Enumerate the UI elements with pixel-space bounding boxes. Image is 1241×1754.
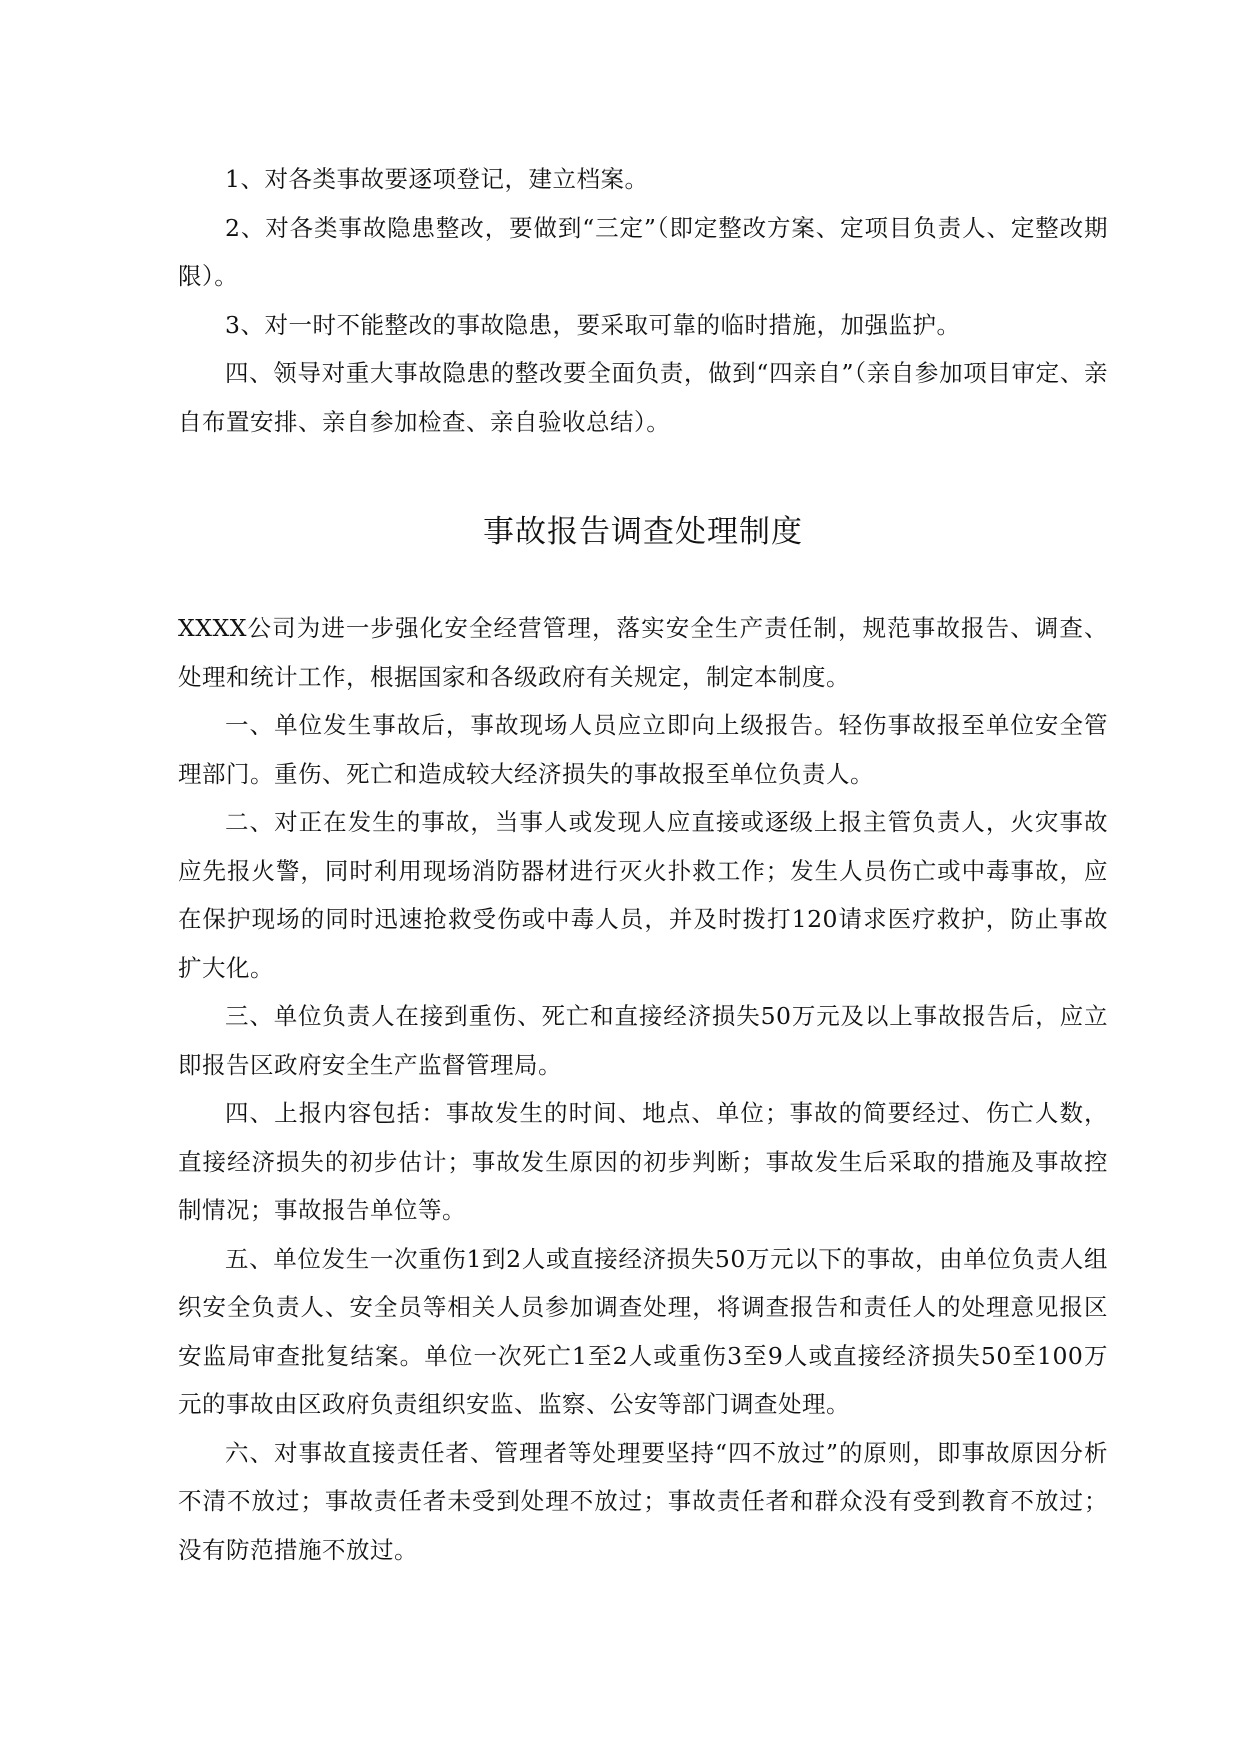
rule-paragraph-6: 六、对事故直接责任者、管理者等处理要坚持“四不放过”的原则，即事故原因分析不清不放过；事故责任者未受到处理不放过；事故责任者和群众没有受到教育不放过；没有防范措施不放过。 — [178, 1438, 1108, 1564]
rule-paragraph-1: 一、单位发生事故后，事故现场人员应立即向上级报告。轻伤事故报至单位安全管理部门。重伤、死亡和造成较大经济损失的事故报至单位负责人。 — [178, 711, 1108, 788]
rule-paragraph-5: 五、单位发生一次重伤1到2人或直接经济损失50万元以下的事故，由单位负责人组织安全负责人、安全员等相关人员参加调查处理，将调查报告和责任人的处理意见报区安监局审查批复结案。单位一次死亡1至2人或重伤3至9人或直接经济损失50至100万元的事故由区政府负责组织安监、监察、公安等部门调查处理。 — [178, 1244, 1108, 1418]
paragraph-item-4: 四、领导对重大事故隐患的整改要全面负责，做到“四亲自”（亲自参加项目审定、亲自布置安排、亲自参加检查、亲自验收总结）。 — [178, 359, 1108, 436]
rule-paragraph-2: 二、对正在发生的事故，当事人或发现人应直接或逐级上报主管负责人，火灾事故应先报火警，同时利用现场消防器材进行灭火扑救工作；发生人员伤亡或中毒事故，应在保护现场的同时迅速抢救受伤或中毒人员，并及时拨打120请求医疗救护，防止事故扩大化。 — [178, 808, 1108, 982]
rule-paragraph-3: 三、单位负责人在接到重伤、死亡和直接经济损失50万元及以上事故报告后，应立即报告区政府安全生产监督管理局。 — [178, 1002, 1108, 1079]
document-content — [178, 155, 1108, 1574]
paragraph-item-3: 3、对一时不能整改的事故隐患，要采取可靠的临时措施，加强监护。 — [225, 310, 961, 339]
section-title: 事故报告调查处理制度 — [483, 514, 803, 550]
intro-paragraph: XXXX公司为进一步强化安全经营管理，落实安全生产责任制，规范事故报告、调查、处理和统计工作，根据国家和各级政府有关规定，制定本制度。 — [178, 614, 1108, 691]
paragraph-item-1: 1、对各类事故要逐项登记，建立档案。 — [225, 165, 649, 193]
rule-paragraph-4: 四、上报内容包括：事故发生的时间、地点、单位；事故的简要经过、伤亡人数，直接经济损失的初步估计；事故发生原因的初步判断；事故发生后采取的措施及事故控制情况；事故报告单位等。 — [178, 1099, 1108, 1224]
paragraph-item-2: 2、对各类事故隐患整改，要做到“三定”（即定整改方案、定项目负责人、定整改期限）。 — [178, 213, 1108, 290]
